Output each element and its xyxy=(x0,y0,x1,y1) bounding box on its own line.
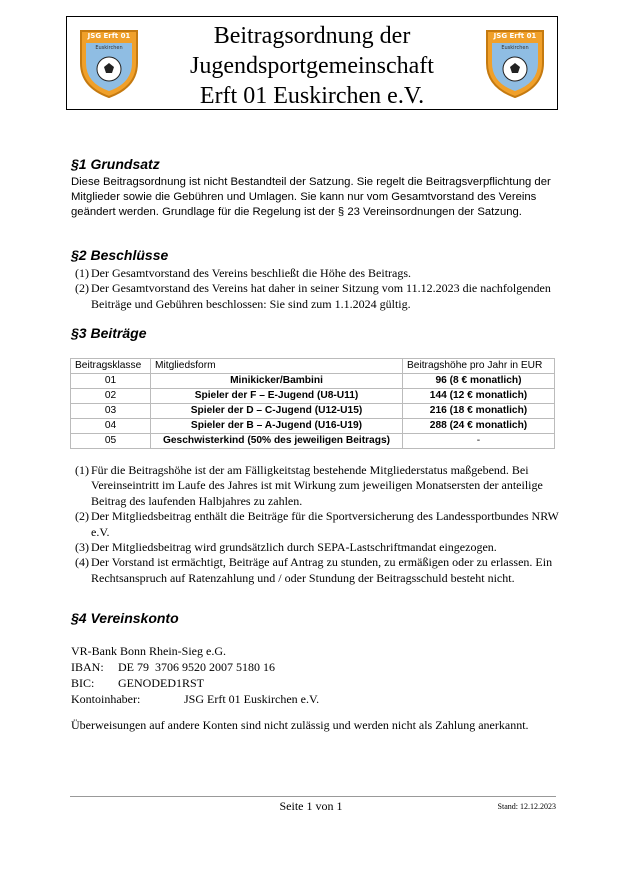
bic-row: BIC: GENODED1RST xyxy=(71,676,204,690)
iban-row: IBAN: DE 79 3706 9520 2007 5180 16 xyxy=(71,660,275,674)
holder-row: Kontoinhaber: JSG Erft 01 Euskirchen e.V. xyxy=(71,692,320,706)
svg-text:JSG Erft 01: JSG Erft 01 xyxy=(87,32,131,40)
bic-value: GENODED1RST xyxy=(118,676,204,690)
list-item: (4) Der Vorstand ist ermächtigt, Beiträge auf Antrag zu stunden, zu ermäßigen oder zu erlassen. Ein Rechtsanspruch auf Ratenzahlung und / oder Stundung der Beitragsschuld besteht nicht. xyxy=(75,555,553,585)
bank-details xyxy=(71,643,320,707)
table-row: 05 Geschwisterkind (50% des jeweiligen Beitrags) - xyxy=(71,434,555,449)
stand-date: Stand: 12.12.2023 xyxy=(497,802,556,811)
beschluesse-list xyxy=(71,266,561,312)
grundsatz-text: Diese Beitragsordnung ist nicht Bestandteil der Satzung. Sie regelt die Beitragsverpflichtung der Mitglieder sowie die Gebühren und Umlagen. Sie kann nur vom Gesamtvorstand des Vereins geändert werden. Grundlage für die Regelung ist der § 23 Vereinsordnungen der Satzung. xyxy=(71,176,551,218)
table-row: 04 Spieler der B – A-Jugend (U16-U19) 288 (24 € monatlich) xyxy=(71,419,555,434)
table-header: Beitragsklasse xyxy=(71,359,151,374)
section-heading-beschluesse: §2 Beschlüsse xyxy=(71,247,169,263)
table-header: Mitgliedsform xyxy=(151,359,403,374)
payment-note: Überweisungen auf andere Konten sind nicht zulässig und werden nicht als Zahlung anerkannt. xyxy=(71,718,529,732)
page-header xyxy=(66,16,558,110)
table-row: 01 Minikicker/Bambini 96 (8 € monatlich) xyxy=(71,374,555,389)
section-heading-beitraege: §3 Beiträge xyxy=(71,325,147,341)
footer-divider xyxy=(70,796,556,797)
svg-text:JSG Erft 01: JSG Erft 01 xyxy=(493,32,537,40)
beitrag-table xyxy=(70,358,555,449)
svg-text:Euskirchen: Euskirchen xyxy=(95,45,123,51)
svg-text:Euskirchen: Euskirchen xyxy=(501,45,529,51)
club-logo-right xyxy=(483,27,547,99)
page-number: Seite 1 von 1 xyxy=(279,799,343,813)
club-logo-left xyxy=(77,27,141,99)
table-row: 02 Spieler der F – E-Jugend (U8-U11) 144 (12 € monatlich) xyxy=(71,389,555,404)
iban-value: DE 79 3706 9520 2007 5180 16 xyxy=(118,660,275,674)
table-row: 03 Spieler der D – C-Jugend (U12-U15) 216 (18 € monatlich) xyxy=(71,404,555,419)
list-item: (1) Der Gesamtvorstand des Vereins beschließt die Höhe des Beitrags. xyxy=(75,266,412,280)
section-heading-vereinskonto: §4 Vereinskonto xyxy=(71,610,179,626)
list-item: (3) Der Mitgliedsbeitrag wird grundsätzlich durch SEPA-Lastschriftmandat eingezogen. xyxy=(75,540,497,555)
bank-name: VR-Bank Bonn Rhein-Sieg e.G. xyxy=(71,644,226,658)
list-item: (2) Der Mitgliedsbeitrag enthält die Beiträge für die Sportversicherung des Landessportbundes NRW e.V. xyxy=(75,509,559,539)
holder-value: JSG Erft 01 Euskirchen e.V. xyxy=(184,692,320,706)
list-item: (1) Für die Beitragshöhe ist der am Fälligkeitstag bestehende Mitgliederstatus maßgebend. Bei Vereinseintritt im Laufe des Jahres ist mit Wirkung zum jeweiligen Monatsersten der anteilige Beitrag des laufenden Halbjahres zu zahlen. xyxy=(75,463,543,508)
table-header-row xyxy=(71,359,555,374)
beitraege-list xyxy=(71,463,561,586)
list-item: (2) Der Gesamtvorstand des Vereins hat daher in seiner Sitzung vom 11.12.2023 die nachfolgenden Beiträge und Gebühren beschlossen: Sie sind zum 1.1.2024 gültig. xyxy=(75,281,551,311)
section-heading-grundsatz: §1 Grundsatz xyxy=(71,156,160,172)
table-header: Beitragshöhe pro Jahr in EUR xyxy=(403,359,555,374)
document-title: Beitragsordnung der Jugendsportgemeinschaft Erft 01 Euskirchen e.V. xyxy=(190,23,434,109)
